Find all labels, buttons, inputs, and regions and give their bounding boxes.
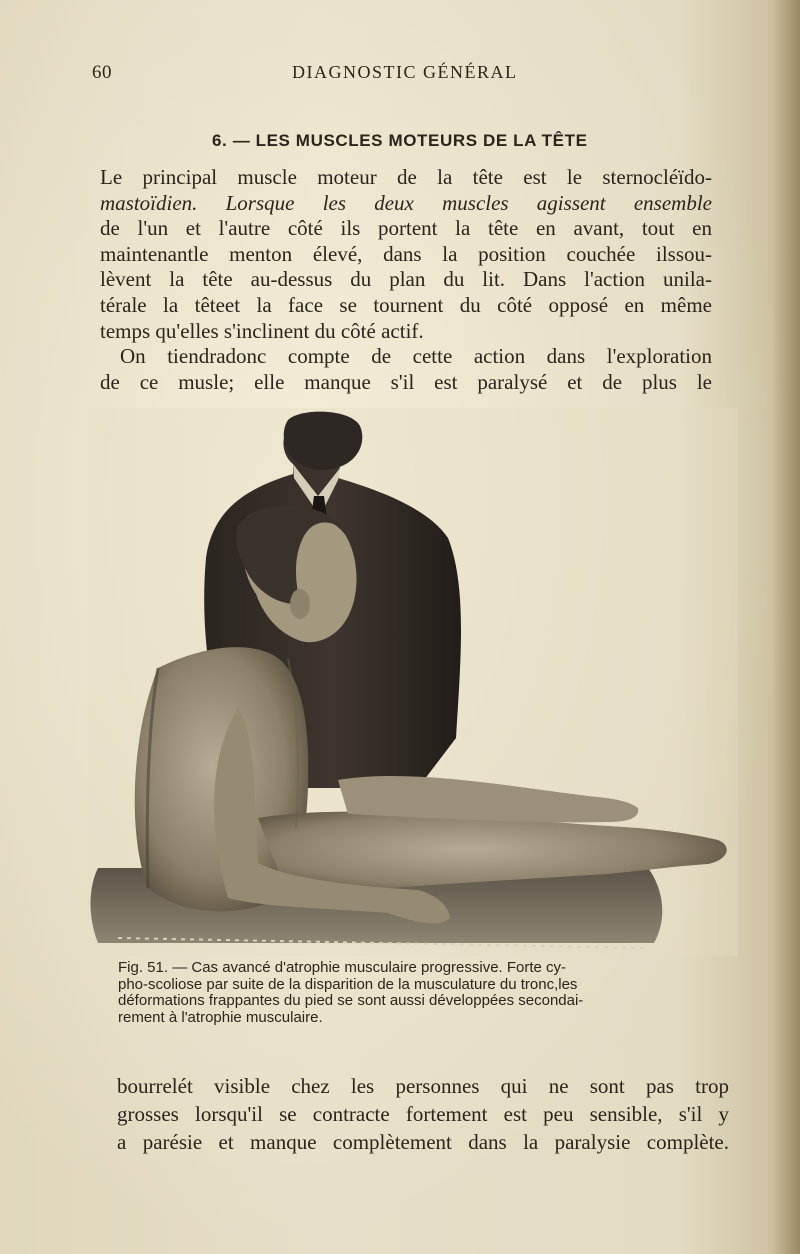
caption-line: Fig. 51. — Cas avancé d'atrophie musculaire progressive. Forte cy- (118, 959, 567, 976)
text-line: bourrelét visible chez les personnes qui ne sont pas trop (117, 1074, 729, 1098)
text-line: lèvent la tête au-dessus du plan du lit. Dans l'action unila- (100, 267, 712, 292)
text-line: mastoïdien. Lorsque les deux muscles agissent ensemble (100, 190, 712, 215)
caption-line: pho-scoliose par suite de la disparition de la musculature du tronc,les (118, 975, 578, 993)
caption-line: rement à l'atrophie musculaire. (118, 1008, 323, 1026)
text-line: térale la têteet la face se tournent du côté opposé en même (100, 292, 712, 317)
caption-line: déformations frappantes du pied se sont aussi développées secondai- (118, 992, 584, 1009)
running-head (92, 62, 712, 90)
page-number: 60 (92, 62, 112, 83)
text-line: maintenantle menton élevé, dans la position couchée ilssou- (100, 241, 712, 266)
running-head-title: DIAGNOSTIC GÉNÉRAL (292, 62, 518, 82)
figure-photograph (88, 408, 738, 956)
paragraph-1 (100, 165, 712, 395)
page-edge-shadow (772, 0, 800, 1254)
figure-caption (118, 960, 730, 1026)
paragraph-3 (117, 1072, 729, 1156)
text-line: temps qu'elles s'inclinent du côté actif. (100, 318, 424, 343)
text-line: On tiendradonc compte de cette action dans l'exploration (120, 344, 712, 369)
text-line: Le principal muscle moteur de la tête est le sternocléïdo- (100, 165, 712, 189)
figure-illustration (88, 408, 738, 956)
text-line: de ce musle; elle manque s'il est paralysé et de plus le (100, 369, 712, 394)
text-line: grosses lorsqu'il se contracte fortement est peu sensible, s'il y (117, 1102, 729, 1126)
section-title: 6. — LES MUSCLES MOTEURS DE LA TÊTE (212, 131, 588, 150)
text-line: de l'un et l'autre côté ils portent la tête en avant, tout en (100, 216, 712, 241)
text-line: a parésie et manque complètement dans la paralysie complète. (117, 1130, 729, 1154)
